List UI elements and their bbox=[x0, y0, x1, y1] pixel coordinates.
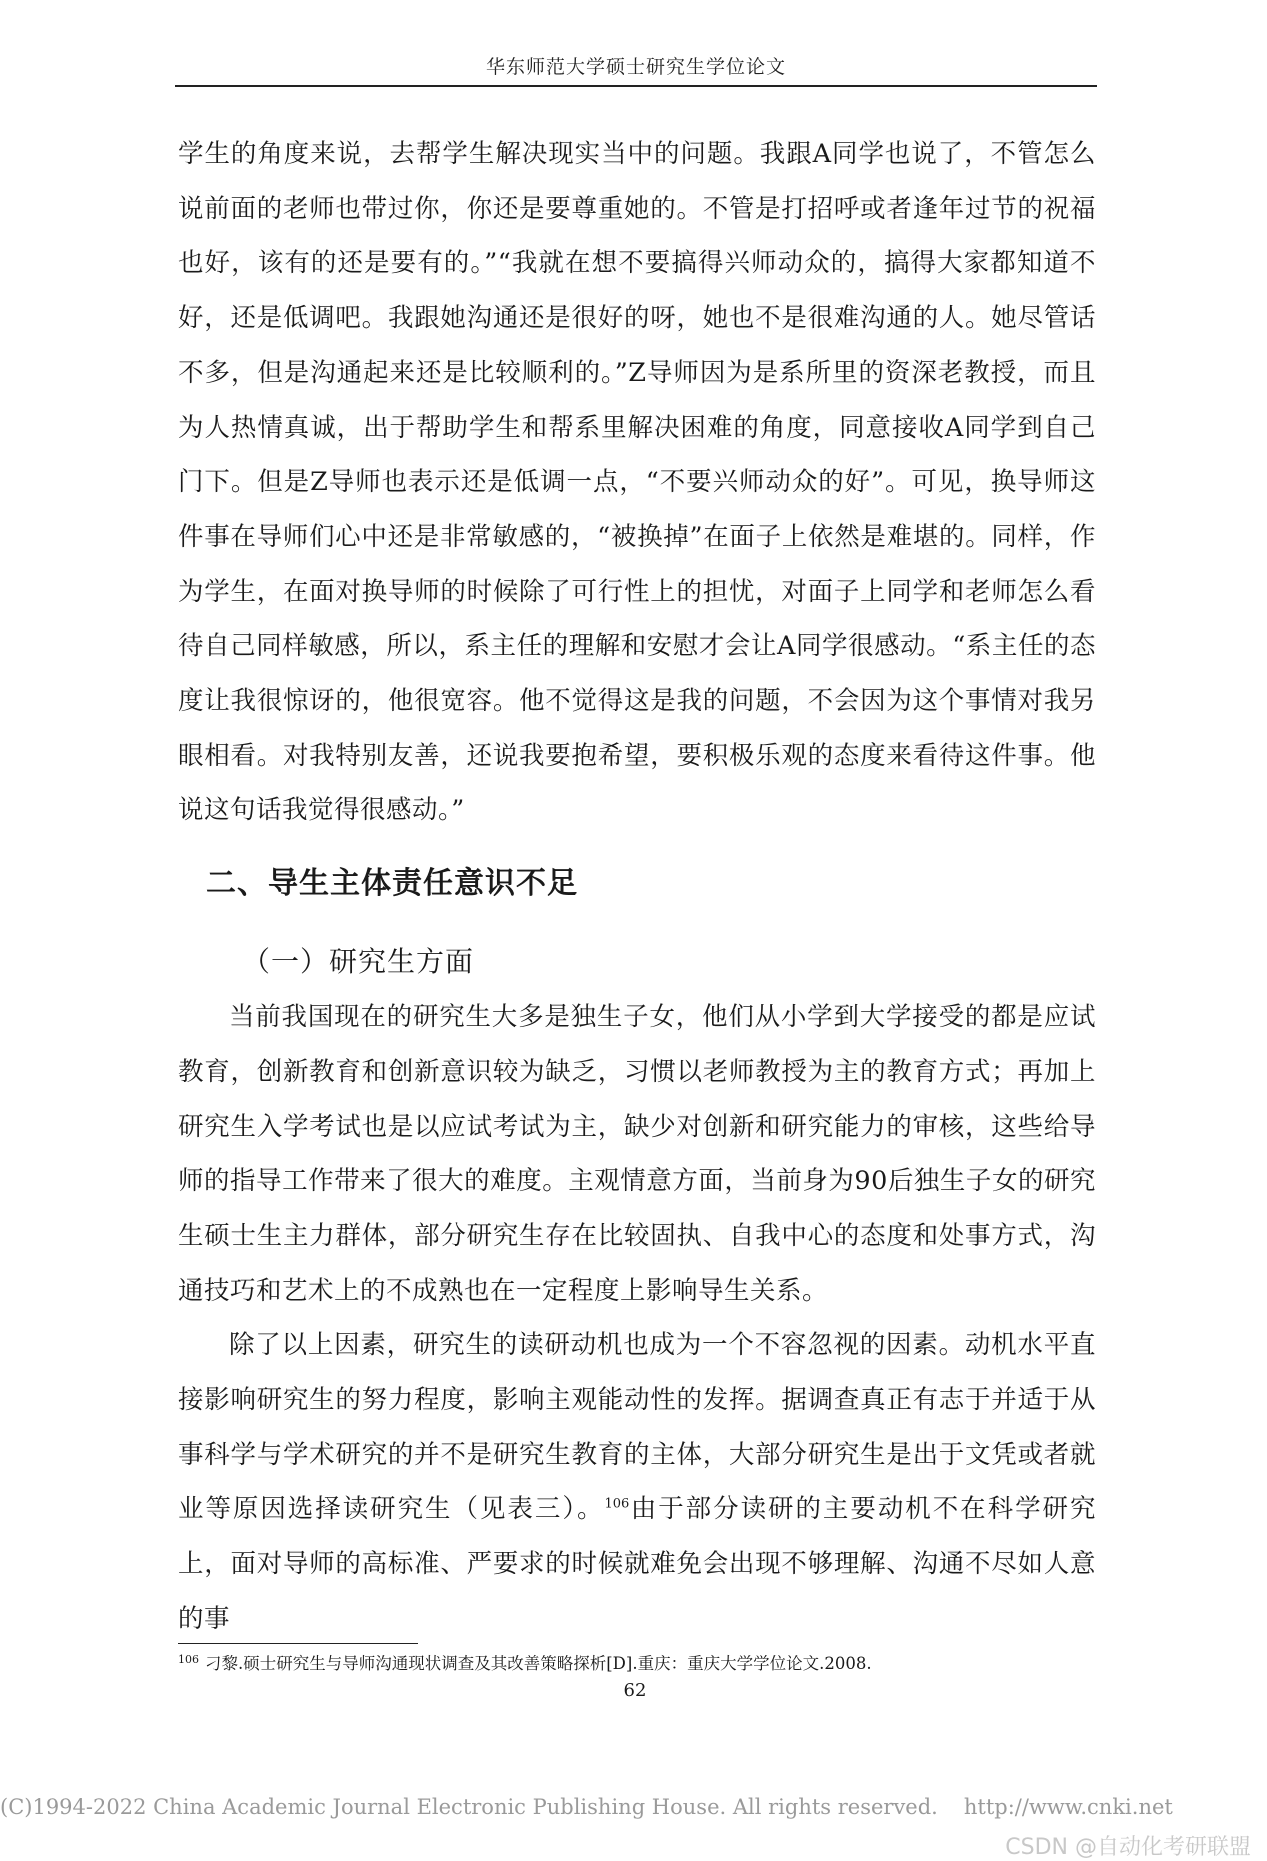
body-paragraph-3 bbox=[178, 1318, 1096, 1646]
footnote-number: 106 bbox=[178, 1652, 199, 1666]
page-number: 62 bbox=[623, 1680, 647, 1701]
csdn-watermark: CSDN @自动化考研联盟 bbox=[1005, 1835, 1251, 1860]
footnote-rule bbox=[178, 1643, 418, 1644]
header-rule bbox=[175, 85, 1097, 87]
copyright-line bbox=[0, 1795, 1173, 1819]
footnote-text: 刁黎.硕士研究生与导师沟通现状调查及其改善策略探析[D].重庆：重庆大学学位论文.2008. bbox=[205, 1654, 872, 1673]
running-header: 华东师范大学硕士研究生学位论文 bbox=[485, 56, 786, 78]
body-paragraph-3-text-a: 除了以上因素，研究生的读研动机也成为一个不容忽视的因素。动机水平直接影响研究生的努力程度，影响主观能动性的发挥。据调查真正有志于并适于从事科学与学术研究的并不是研究生教育的主体，大部分研究生是出于文凭或者就业等原因选择读研究生（见表三）。 bbox=[178, 1330, 1096, 1525]
footnote bbox=[178, 1650, 1096, 1678]
cnki-link[interactable]: http://www.cnki.net bbox=[963, 1795, 1173, 1819]
subsection-heading: （一）研究生方面 bbox=[242, 945, 475, 979]
copyright-text: (C)1994-2022 China Academic Journal Electronic Publishing House. All rights reserved. bbox=[0, 1795, 938, 1819]
body-paragraph-2: 当前我国现在的研究生大多是独生子女，他们从小学到大学接受的都是应试教育，创新教育和创新意识较为缺乏，习惯以老师教授为主的教育方式；再加上研究生入学考试也是以应试考试为主，缺少对创新和研究能力的审核，这些给导师的指导工作带来了很大的难度。主观情意方面，当前身为90后独生子女的研究生硕士生主力群体，部分研究生存在比较固执、自我中心的态度和处事方式，沟通技巧和艺术上的不成熟也在一定程度上影响导生关系。 bbox=[178, 1002, 1096, 1306]
body-paragraph-continued: 学生的角度来说，去帮学生解决现实当中的问题。我跟A同学也说了，不管怎么说前面的老师也带过你，你还是要尊重她的。不管是打招呼或者逢年过节的祝福也好，该有的还是要有的。”“我就在想不要搞得兴师动众的，搞得大家都知道不好，还是低调吧。我跟她沟通还是很好的呀，她也不是很难沟通的人。她尽管话不多，但是沟通起来还是比较顺利的。”Z导师因为是系所里的资深老教授，而且为人热情真诚，出于帮助学生和帮系里解决困难的角度，同意接收A同学到自己门下。但是Z导师也表示还是低调一点，“不要兴师动众的好”。可见，换导师这件事在导师们心中还是非常敏感的，“被换掉”在面子上依然是难堪的。同样，作为学生，在面对换导师的时候除了可行性上的担忧，对面子上同学和老师怎么看待自己同样敏感，所以，系主任的理解和安慰才会让A同学很感动。“系主任的态度让我很惊讶的，他很宽容。他不觉得这是我的问题，不会因为这个事情对我另眼相看。对我特别友善，还说我要抱希望，要积极乐观的态度来看待这件事。他说这句话我觉得很感动。” bbox=[178, 139, 1096, 826]
section-heading: 二、导生主体责任意识不足 bbox=[206, 866, 578, 902]
main-content bbox=[178, 127, 1096, 1647]
body-paragraph-3-text-b: 由于部分读研的主要动机不在科学研究上，面对导师的高标准、严要求的时候就难免会出现不够理解、沟通不尽如人意的事 bbox=[178, 1494, 1096, 1634]
footnote-reference[interactable]: 106 bbox=[604, 1496, 630, 1512]
